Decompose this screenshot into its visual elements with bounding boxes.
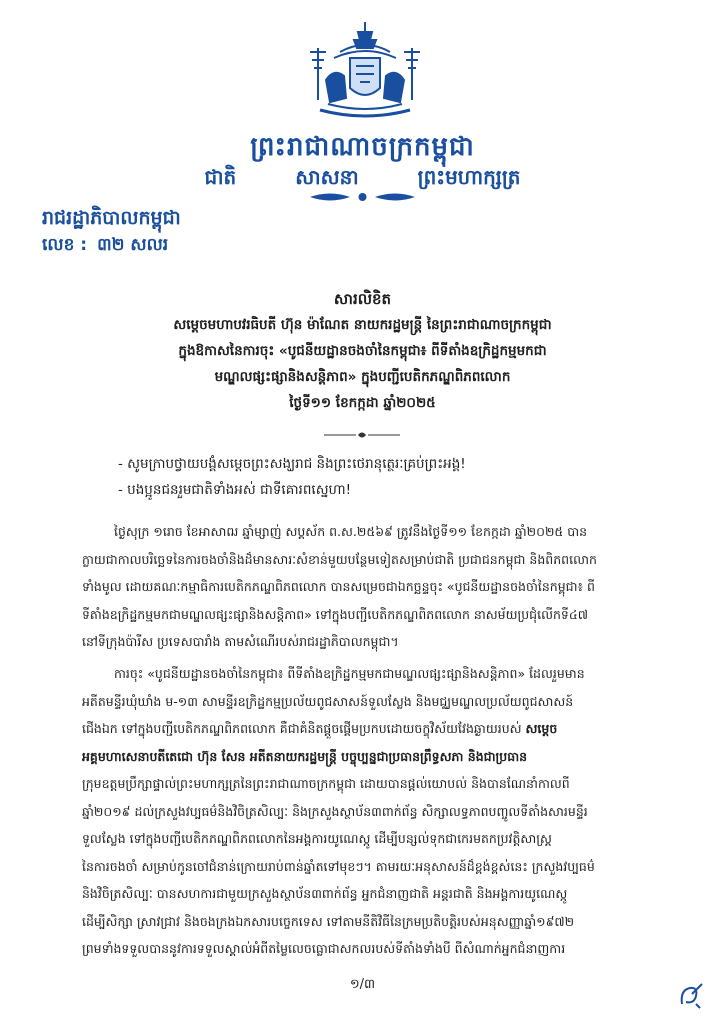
paragraph-line: ក្លាយជាកាលបរិច្ឆេទនៃការចងចាំនិងដ៏មានសារៈសំខាន់មួយបន្ថែមទៀតសម្រាប់ជាតិ ប្រជាជនកម្ពុជា និងពិភពលោក — [82, 551, 597, 567]
document-type: សារលិខិត — [333, 290, 392, 308]
paragraph-line: នៅទីក្រុងប៉ារីស ប្រទេសបារាំង តាមសំណើរបស់រាជរដ្ឋាភិបាលកម្ពុជា។ — [82, 634, 399, 649]
header-line: មណ្ឌលផ្សះផ្សានិងសន្តិភាព» ក្នុងបញ្ជីបេតិកភណ្ឌពិភពលោក — [214, 369, 511, 385]
paragraph-line: ជើងឯក ទៅក្នុងបញ្ជីបេតិកភណ្ឌពិភពលោក គឺជាគំនិតផ្តួចផ្តើមប្រកបដោយចក្ខុវិស័យវែងឆ្ងាយរបស់ — [82, 721, 522, 736]
reference-number — [42, 234, 168, 259]
divider-ornament — [322, 430, 402, 440]
paragraph-line: ដើម្បីសិក្សា ស្រាវជ្រាវ និងចងក្រងឯកសារបច្ចេកទេស ទៅតាមនីតិវិធីនៃក្រមប្រតិបត្តិរបស់អនុសញ្ញាឆ្នាំ១៩៧២ — [82, 913, 575, 929]
page-number: ១/៣ — [349, 977, 376, 992]
paragraph-line: ថ្ងៃសុក្រ ១រោច ខែអាសាឍ ឆ្នាំម្សាញ់ សប្តស័ក ព.ស.២៥៦៩ ត្រូវនឹងថ្ងៃទី១១ ខែកក្កដា ឆ្នាំ២០២៥ បាន — [114, 524, 588, 539]
motto-king: ព្រះមហាក្សត្រ — [417, 165, 521, 189]
paragraph-line: ឆ្នាំ២០១៩ ដល់ក្រសួងវប្បធម៌និងវិចិត្រសិល្បៈ និងក្រសួងស្ថាប័ន៣ពាក់ព័ន្ធ សិក្សាលទ្ធភាពបញ្ចូលទីតាំងសារមន្ទីរ — [82, 803, 588, 819]
issuing-office: រាជរដ្ឋាភិបាលកម្ពុជា — [42, 207, 181, 229]
paragraph-line: អគ្គមហាសេនាបតីតេជោ ហ៊ុន សែន អតីតនាយករដ្ឋមន្ត្រី បច្ចុប្បន្នជាប្រធានព្រឹទ្ធសភា និងជាប្រធាន — [82, 748, 528, 764]
paragraph-line: នៃការចងចាំ សម្រាប់កូនចៅជំនាន់ក្រោយរាប់ពាន់ឆ្នាំតទៅមុខៗ។ តាមរយៈអនុសាសន៍ដ៏ខ្ពង់ខ្ពស់នេះ ក្រសួងវប្បធម៌ — [82, 858, 595, 874]
kingdom-name: ព្រះរាជាណាចក្រកម្ពុជា — [250, 132, 475, 162]
header-date: ថ្ងៃទី១១ ខែកក្កដា ឆ្នាំ២០២៥ — [289, 395, 436, 411]
paragraph-line: ទួលស្លែង ទៅក្នុងបញ្ជីបេតិកភណ្ឌពិភពលោកនៃអង្គការយូណេស្កូ ដើម្បីបន្សល់ទុកជាកេរមតកប្រវត្តិសាស្ត្រ — [82, 831, 552, 846]
paragraph-line: ការចុះ «បូជនីយដ្ឋានចងចាំនៃកម្ពុជា៖ ពីទីតាំងឧក្រិដ្ឋកម្មមកជាមណ្ឌលផ្សះផ្សានិងសន្តិភាព» ដែលរួមមាន — [114, 666, 585, 681]
paragraph-line: អតីតមន្ទីរឃុំឃាំង ម-១៣ សាមន្ទីរឧក្រិដ្ឋកម្មប្រល័យពូជសាសន៍ទួលស្លែង និងមជ្ឈមណ្ឌលប្រល័យពូជសាសន៍ — [82, 693, 574, 709]
paragraph-1 — [82, 518, 664, 656]
reference-value: ៣២ សលរ — [97, 235, 169, 255]
paragraph-line: និងវិចិត្រសិល្បៈ បានសហការជាមួយក្រសួងស្ថាប័ន៣ពាក់ព័ន្ធ អ្នកជំនាញជាតិ អន្តរជាតិ និងអង្គការយូណេស្កូ — [82, 886, 568, 901]
tacteing-ornament-icon — [300, 190, 425, 204]
reference-label: លេខ : — [42, 235, 88, 255]
paragraph-line: ទីតាំងឧក្រិដ្ឋកម្មមកជាមណ្ឌលផ្សះផ្សានិងសន្តិភាព» ទៅក្នុងបញ្ជីបេតិកភណ្ឌពិភពលោក នាសម័យប្រជុំលើកទី៤៧ — [82, 606, 588, 622]
handwritten-initial-icon — [676, 980, 706, 1010]
honorific-bold: សម្តេច — [525, 721, 558, 736]
header-line: ក្នុងឱកាសនៃការចុះ «បូជនីយដ្ឋានចងចាំនៃកម្ពុជា៖ ពីទីតាំងឧក្រិដ្ឋកម្មមកជា — [178, 343, 547, 359]
paragraph-line: ទាំងមូល ដោយគណៈកម្មាធិការបេតិកភណ្ឌពិភពលោក បានសម្រេចជាឯកច្ឆន្ទចុះ «បូជនីយដ្ឋានចងចាំនៃកម្ពុជា៖ ពី — [82, 579, 595, 594]
greeting-line: - បងប្អូនជនរួមជាតិទាំងអស់ ជាទីគោរពស្នេហា! — [118, 482, 352, 498]
paragraph-line: ក្រុមឧត្តមប្រឹក្សាផ្ទាល់ព្រះមហាក្សត្រនៃព្រះរាជាណាចក្រកម្ពុជា ដោយបានផ្តល់យោបល់ និងបានណែនាំកាលពី — [82, 776, 570, 791]
paragraph-2 — [82, 660, 664, 963]
motto-religion: សាសនា — [295, 165, 359, 189]
greeting-line: - សូមក្រាបថ្វាយបង្គំសម្តេចព្រះសង្ឃរាជ និងព្រះថេរានុត្ថេរៈគ្រប់ព្រះអង្គ! — [118, 456, 466, 472]
royal-coat-of-arms-icon — [300, 18, 430, 128]
paragraph-line: ព្រមទាំងទទួលបាននូវការទទួលស្គាល់អំពីតម្លៃលេចធ្លោជាសកលរបស់ទីតាំងទាំងបី ពីសំណាក់អ្នកជំនាញការ — [82, 941, 566, 956]
motto-nation: ជាតិ — [204, 165, 237, 189]
header-line: សម្តេចមហាបវរធិបតី ហ៊ុន ម៉ាណែត នាយករដ្ឋមន្ត្រី នៃព្រះរាជាណាចក្រកម្ពុជា — [173, 317, 552, 333]
